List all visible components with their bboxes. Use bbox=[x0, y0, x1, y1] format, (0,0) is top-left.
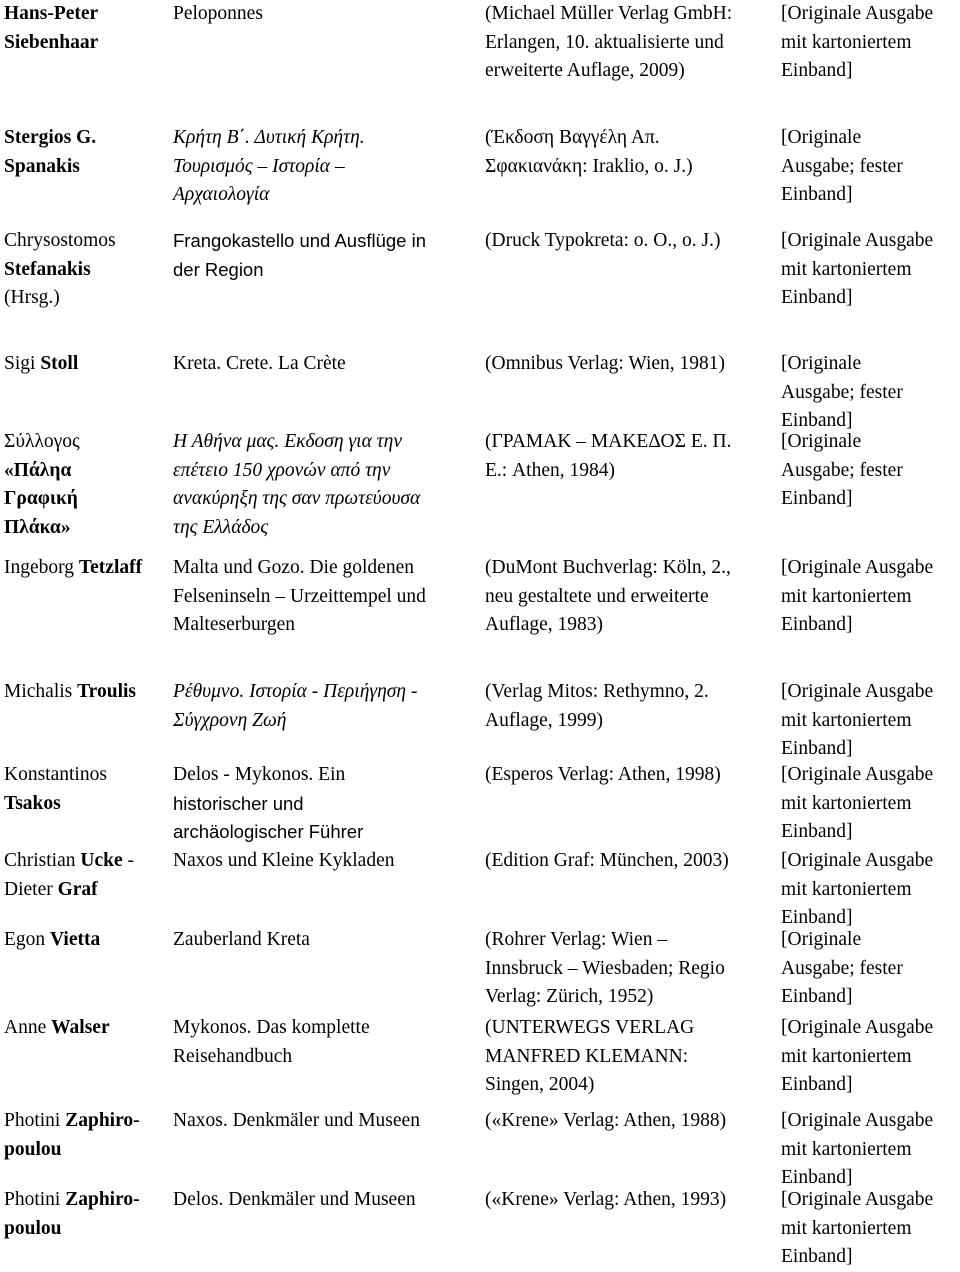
author-cell bbox=[4, 1107, 168, 1164]
title-line: Zauberland Kreta bbox=[173, 929, 310, 950]
publisher-line: neu gestaltete und erweiterte bbox=[485, 585, 709, 607]
author-given: Σύλλογος bbox=[4, 431, 80, 452]
binding-line: mit kartoniertem bbox=[781, 258, 912, 280]
binding-line: [Originale bbox=[781, 431, 862, 452]
binding-cell bbox=[781, 761, 959, 847]
publisher-cell bbox=[485, 1186, 775, 1215]
title-line: Delos - Mykonos. Ein bbox=[173, 764, 346, 785]
binding-line: Einband] bbox=[781, 488, 853, 509]
title-line: Mykonos. Das komplette bbox=[173, 1017, 370, 1038]
title-line: Τουρισμός – Ιστορία – bbox=[173, 155, 345, 177]
publisher-cell bbox=[485, 124, 775, 181]
title-cell bbox=[173, 847, 478, 876]
binding-line: Einband] bbox=[781, 821, 853, 842]
author-line bbox=[4, 876, 168, 905]
author-given: Egon bbox=[4, 929, 51, 950]
author-line bbox=[4, 124, 168, 153]
author-surname: Stoll bbox=[40, 353, 79, 374]
author-given: Konstantinos bbox=[4, 764, 107, 785]
author-line bbox=[4, 29, 168, 58]
binding-cell bbox=[781, 1186, 959, 1272]
author-line bbox=[4, 1186, 168, 1215]
author-given: Hans-Peter bbox=[4, 3, 99, 24]
author-cell bbox=[4, 761, 168, 818]
publisher-line: (Rohrer Verlag: Wien – bbox=[485, 929, 668, 950]
binding-line: Ausgabe; fester bbox=[781, 381, 903, 403]
author-surname: Ucke bbox=[80, 850, 123, 871]
title-line: Αρχαιολογία bbox=[173, 184, 270, 205]
author-given: Dieter bbox=[4, 878, 58, 900]
title-line: Malteserburgen bbox=[173, 614, 296, 635]
title-cell bbox=[173, 1186, 478, 1215]
binding-line: [Originale Ausgabe bbox=[781, 230, 934, 251]
publisher-line: («Krene» Verlag: Athen, 1988) bbox=[485, 1110, 727, 1131]
title-line: historischer und bbox=[173, 792, 304, 814]
binding-cell bbox=[781, 1014, 959, 1100]
author-given: (Hrsg.) bbox=[4, 287, 60, 308]
title-cell bbox=[173, 1107, 478, 1136]
publisher-line: (Druck Typokreta: o. O., o. J.) bbox=[485, 230, 721, 251]
title-cell bbox=[173, 0, 478, 29]
author-cell bbox=[4, 227, 168, 313]
title-line: Ρέθυμνο. Ιστορία - Περιήγηση - bbox=[173, 681, 418, 702]
author-line bbox=[4, 457, 168, 486]
author-cell bbox=[4, 847, 168, 904]
binding-cell bbox=[781, 428, 959, 514]
binding-line: Einband] bbox=[781, 907, 853, 928]
binding-cell bbox=[781, 926, 959, 1012]
author-surname: Troulis bbox=[77, 681, 137, 702]
binding-line: Ausgabe; fester bbox=[781, 459, 903, 481]
publisher-cell bbox=[485, 926, 775, 1012]
author-cell bbox=[4, 124, 168, 181]
author-surname: Vietta bbox=[50, 929, 101, 950]
publisher-cell bbox=[485, 1107, 775, 1136]
title-cell bbox=[173, 678, 478, 735]
publisher-line: Σφακιανάκη: Iraklio, o. J.) bbox=[485, 155, 693, 177]
author-given: Stergios G. bbox=[4, 127, 97, 148]
author-given: Spanakis bbox=[4, 155, 80, 177]
title-line: επέτειο 150 χρονών από την bbox=[173, 459, 391, 481]
publisher-cell bbox=[485, 227, 775, 256]
publisher-cell bbox=[485, 554, 775, 640]
binding-line: Einband] bbox=[781, 986, 853, 1007]
author-surname: Zaphiro- bbox=[65, 1189, 140, 1210]
publisher-line: Singen, 2004) bbox=[485, 1074, 595, 1095]
binding-line: mit kartoniertem bbox=[781, 1217, 912, 1239]
binding-line: mit kartoniertem bbox=[781, 1045, 912, 1067]
binding-line: [Originale Ausgabe bbox=[781, 681, 934, 702]
publisher-line: Verlag: Zürich, 1952) bbox=[485, 986, 654, 1007]
author-given: Γραφική bbox=[4, 488, 78, 509]
binding-line: mit kartoniertem bbox=[781, 585, 912, 607]
publisher-cell bbox=[485, 761, 775, 790]
publisher-cell bbox=[485, 1014, 775, 1100]
author-line bbox=[4, 514, 168, 543]
publisher-line: (Edition Graf: München, 2003) bbox=[485, 850, 729, 871]
author-line bbox=[4, 926, 168, 955]
title-line: Κρήτη Β΄. Δυτική Κρήτη. bbox=[173, 127, 365, 148]
publisher-line: (DuMont Buchverlag: Köln, 2., bbox=[485, 557, 731, 578]
author-cell bbox=[4, 1014, 168, 1043]
author-surname: Walser bbox=[51, 1017, 110, 1038]
binding-cell bbox=[781, 847, 959, 933]
binding-line: [Originale Ausgabe bbox=[781, 764, 934, 785]
author-cell bbox=[4, 350, 168, 379]
publisher-line: (UNTERWEGS VERLAG bbox=[485, 1017, 695, 1038]
title-cell bbox=[173, 350, 478, 379]
binding-line: Einband] bbox=[781, 410, 853, 431]
publisher-line: Auflage, 1983) bbox=[485, 614, 604, 635]
author-line bbox=[4, 761, 168, 790]
title-cell bbox=[173, 761, 478, 847]
author-line bbox=[4, 227, 168, 256]
publisher-line: («Krene» Verlag: Athen, 1993) bbox=[485, 1189, 727, 1210]
title-line: Felseninseln – Urzeittempel und bbox=[173, 585, 426, 607]
title-line: Naxos. Denkmäler und Museen bbox=[173, 1110, 420, 1131]
title-cell bbox=[173, 428, 478, 542]
title-line: archäologischer Führer bbox=[173, 821, 364, 842]
publisher-line: Auflage, 1999) bbox=[485, 709, 604, 731]
author-line bbox=[4, 350, 168, 379]
author-surname: Graf bbox=[57, 878, 98, 900]
author-line bbox=[4, 485, 168, 514]
author-given: Ingeborg bbox=[4, 557, 79, 578]
author-line bbox=[4, 1107, 168, 1136]
binding-cell bbox=[781, 554, 959, 640]
binding-line: Einband] bbox=[781, 184, 853, 205]
publisher-line: (Michael Müller Verlag GmbH: bbox=[485, 3, 733, 24]
binding-line: [Originale Ausgabe bbox=[781, 1189, 934, 1210]
author-surname: Tetzlaff bbox=[78, 557, 143, 578]
author-cell bbox=[4, 678, 168, 707]
author-given: Stefanakis bbox=[4, 258, 91, 280]
author-cell bbox=[4, 926, 168, 955]
author-cell bbox=[4, 554, 168, 583]
author-line bbox=[4, 0, 168, 29]
author-given: Michalis bbox=[4, 681, 78, 702]
publisher-line: (Verlag Mitos: Rethymno, 2. bbox=[485, 681, 709, 702]
author-given: Photini bbox=[4, 1189, 66, 1210]
title-line: Malta und Gozo. Die goldenen bbox=[173, 557, 414, 578]
publisher-line: MANFRED KLEMANN: bbox=[485, 1045, 689, 1067]
binding-line: [Originale Ausgabe bbox=[781, 850, 934, 871]
publisher-cell bbox=[485, 847, 775, 876]
author-surname: Tsakos bbox=[4, 792, 61, 814]
binding-line: [Originale bbox=[781, 127, 862, 148]
title-line: Η Αθήνα μας. Εκδοση για την bbox=[173, 431, 402, 452]
author-given: Anne bbox=[4, 1017, 52, 1038]
binding-line: [Originale Ausgabe bbox=[781, 1110, 934, 1131]
author-given: Christian bbox=[4, 850, 81, 871]
author-cell bbox=[4, 0, 168, 57]
title-line: Naxos und Kleine Kykladen bbox=[173, 850, 395, 871]
title-cell bbox=[173, 554, 478, 640]
title-line: Frangokastello und Ausflüge in bbox=[173, 230, 427, 251]
author-line bbox=[4, 678, 168, 707]
author-given: Chrysostomos bbox=[4, 230, 116, 251]
binding-line: Ausgabe; fester bbox=[781, 957, 903, 979]
title-line: der Region bbox=[173, 258, 264, 280]
author-line bbox=[4, 790, 168, 819]
author-line bbox=[4, 284, 168, 313]
author-given: Sigi bbox=[4, 353, 41, 374]
publisher-line: (Esperos Verlag: Athen, 1998) bbox=[485, 764, 721, 785]
author-cell bbox=[4, 428, 168, 542]
author-surname: Zaphiro- bbox=[65, 1110, 140, 1131]
binding-line: Einband] bbox=[781, 1167, 853, 1188]
author-line bbox=[4, 428, 168, 457]
publisher-cell bbox=[485, 678, 775, 735]
binding-line: [Originale Ausgabe bbox=[781, 1017, 934, 1038]
binding-cell bbox=[781, 678, 959, 764]
author-given: Πλάκα» bbox=[4, 516, 71, 538]
binding-cell bbox=[781, 0, 959, 86]
title-line: Peloponnes bbox=[173, 3, 263, 24]
binding-line: Einband] bbox=[781, 60, 853, 81]
title-line: ανακύρηξη της σαν πρωτεύουσα bbox=[173, 488, 421, 509]
title-line: της Ελλάδος bbox=[173, 516, 269, 538]
author-line bbox=[4, 554, 168, 583]
author-given: Photini bbox=[4, 1110, 66, 1131]
publisher-line: erweiterte Auflage, 2009) bbox=[485, 60, 685, 81]
publisher-line: Innsbruck – Wiesbaden; Regio bbox=[485, 957, 725, 979]
binding-line: mit kartoniertem bbox=[781, 31, 912, 53]
title-line: Kreta. Crete. La Crète bbox=[173, 353, 346, 374]
title-cell bbox=[173, 124, 478, 210]
author-separator: - bbox=[122, 850, 134, 871]
binding-line: mit kartoniertem bbox=[781, 792, 912, 814]
binding-cell bbox=[781, 350, 959, 436]
binding-line: Einband] bbox=[781, 1246, 853, 1267]
author-line bbox=[4, 153, 168, 182]
author-line bbox=[4, 847, 168, 876]
publisher-cell bbox=[485, 350, 775, 379]
binding-line: [Originale bbox=[781, 929, 862, 950]
publisher-cell bbox=[485, 428, 775, 485]
title-line: Delos. Denkmäler und Museen bbox=[173, 1189, 416, 1210]
binding-line: mit kartoniertem bbox=[781, 709, 912, 731]
binding-cell bbox=[781, 227, 959, 313]
author-line bbox=[4, 1014, 168, 1043]
binding-cell bbox=[781, 124, 959, 210]
title-line: Σύγχρονη Ζωή bbox=[173, 709, 287, 731]
binding-line: Ausgabe; fester bbox=[781, 155, 903, 177]
author-surname: poulou bbox=[4, 1217, 62, 1239]
author-line bbox=[4, 1136, 168, 1165]
publisher-cell bbox=[485, 0, 775, 86]
binding-line: mit kartoniertem bbox=[781, 878, 912, 900]
author-line bbox=[4, 256, 168, 285]
binding-line: Einband] bbox=[781, 287, 853, 308]
title-cell bbox=[173, 926, 478, 955]
publisher-line: (Έκδοση Βαγγέλη Απ. bbox=[485, 127, 660, 148]
author-given: «Πάληα bbox=[4, 459, 72, 481]
author-surname: poulou bbox=[4, 1138, 62, 1160]
publisher-line: (Omnibus Verlag: Wien, 1981) bbox=[485, 353, 726, 374]
title-line: Reisehandbuch bbox=[173, 1045, 293, 1067]
publisher-line: Ε.: Athen, 1984) bbox=[485, 459, 615, 481]
publisher-line: Erlangen, 10. aktualisierte und bbox=[485, 31, 724, 53]
publisher-line: (ΓΡΑΜΑΚ – ΜΑΚΕΔΟΣ Ε. Π. bbox=[485, 431, 732, 452]
author-line bbox=[4, 1215, 168, 1244]
binding-line: [Originale Ausgabe bbox=[781, 3, 934, 24]
binding-line: [Originale Ausgabe bbox=[781, 557, 934, 578]
binding-line: Einband] bbox=[781, 614, 853, 635]
author-given: Siebenhaar bbox=[4, 31, 99, 53]
binding-line: Einband] bbox=[781, 1074, 853, 1095]
title-cell bbox=[173, 1014, 478, 1071]
author-cell bbox=[4, 1186, 168, 1243]
binding-line: [Originale bbox=[781, 353, 862, 374]
binding-line: mit kartoniertem bbox=[781, 1138, 912, 1160]
binding-cell bbox=[781, 1107, 959, 1193]
binding-line: Einband] bbox=[781, 738, 853, 759]
title-cell bbox=[173, 227, 478, 284]
